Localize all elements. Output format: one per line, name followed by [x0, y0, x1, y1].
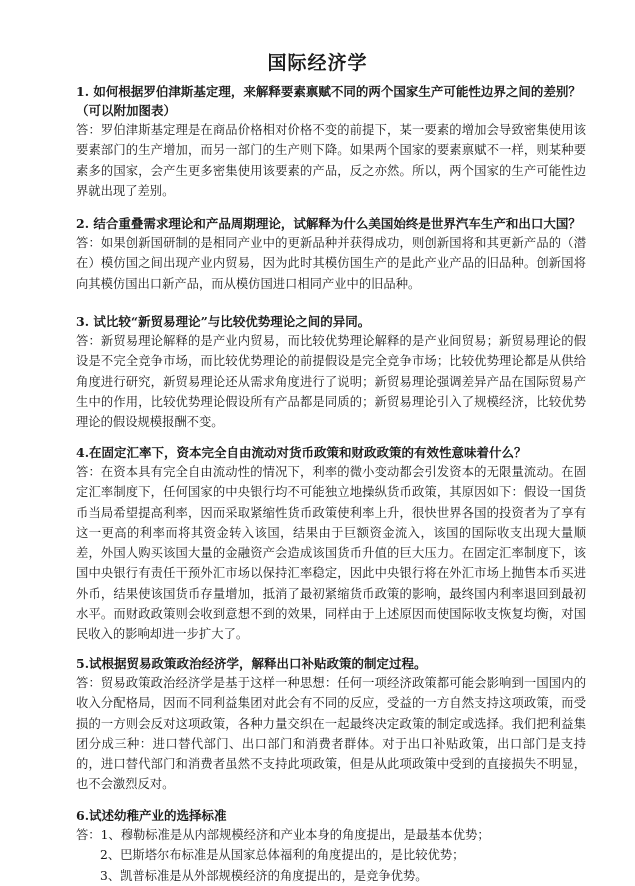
qa-section-2: [76, 214, 586, 294]
answer-5: 答：贸易政策政治经济学是基于这样一种思想：任何一项经济政策都可能会影响到一国国内的收入分配格局，因而不同利益集团对此会有不同的反应，受益的一方自然支持这项政策，而受损的一方则会反对这项政策，各种力量交织在一起最终决定政策的制定或选择。我们把利益集团分成三种：进口替代部门、出口部门和消费者群体。对于出口补贴政策，出口部门是支持的，进口替代部门和消费者虽然不支持此项政策，但是从此项政策中受到的直接损失不明显，也不会激烈反对。: [76, 676, 586, 792]
answer-3: 答：新贸易理论解释的是产业内贸易，而比较优势理论解释的是产业间贸易；新贸易理论的假设是不完全竞争市场，而比较优势理论的前提假设是完全竞争市场；比较优势理论都是从供给角度进行研究，新贸易理论还从需求角度进行了说明；新贸易理论强调差异产品在国际贸易产生中的作用，比较优势理论假设所有产品都是同质的；新贸易理论引入了规模经济，比较优势理论的假设规模报酬不变。: [76, 334, 586, 430]
question-3: 3. 试比较“新贸易理论”与比较优势理论之间的异同。: [76, 314, 371, 329]
answer-4: 答：在资本具有完全自由流动性的情况下，利率的微小变动都会引发资本的无限量流动。在固定汇率制度下，任何国家的中央银行均不可能独立地操纵货币政策，其原因如下：假设一国货币当局希望提高利率，因而采取紧缩性货币政策使利率上升，很快世界各国的投资者为了享有这一更高的利率而将其资金转入该国，结果由于巨额资金流入，该国的国际收支出现大量顺差，外国人购买该国大量的金融资产会造成该国货币升值的巨大压力。在固定汇率制度下，该国中央银行有责任干预外汇市场以保持汇率稳定，因此中央银行将在外汇市场上抛售本币买进外币，结果使该国货币存量增加，抵消了最初紧缩货币政策的影响，最终国内利率退回到最初水平。而财政政策则会收到意想不到的效果，同样由于上述原因而使国际收支恢复均衡，对国民收入的影响却进一步扩大了。: [76, 465, 586, 642]
qa-section-6: [76, 806, 586, 886]
qa-section-4: [76, 443, 586, 645]
answer-1: 答：罗伯津斯基定理是在商品价格相对价格不变的前提下，某一要素的增加会导致密集使用该要素部门的生产增加，而另一部门的生产则下降。如果两个国家的要素禀赋不一样，则某种要素多的国家，会产生更多密集使用该要素的产品，反之亦然。所以，两个国家的生产可能性边界就出现了差别。: [76, 123, 586, 198]
qa-section-3: [76, 312, 586, 432]
answer-6-item: 2、巴斯塔尔布标准是从国家总体福利的角度提出的，是比较优势；: [100, 848, 465, 863]
question-1: 1. 如何根据罗伯津斯基定理，来解释要素禀赋不同的两个国家生产可能性边界之间的差别？（可以附加图表）: [76, 84, 581, 118]
document-title: 国际经济学: [267, 52, 368, 74]
qa-section-1: [76, 82, 586, 201]
answer-2: 答：如果创新国研制的是相同产业中的更新品种并获得成功，则创新国将和其更新产品的（潜在）模仿国之间出现产业内贸易，因为此时其模仿国生产的是此产业产品的旧品种。创新国将向其模仿国出口新产品，而从模仿国进口相同产业中的旧品种。: [76, 236, 586, 291]
question-2: 2. 结合重叠需求理论和产品周期理论，试解释为什么美国始终是世界汽车生产和出口大国？: [76, 216, 581, 231]
qa-section-5: [76, 654, 586, 795]
question-6: 6.试述幼稚产业的选择标准: [76, 808, 227, 823]
answer-6: 答：1、穆勒标准是从内部规模经济和产业本身的角度提出，是最基本优势；: [76, 828, 490, 842]
answer-6-item: 3、凯普标准是从外部规模经济的角度提出的，是竞争优势。: [100, 868, 428, 883]
question-5: 5.试根据贸易政策政治经济学，解释出口补贴政策的制定过程。: [76, 656, 427, 671]
question-4: 4.在固定汇率下，资本完全自由流动对货币政策和财政政策的有效性意味着什么？: [76, 445, 527, 460]
